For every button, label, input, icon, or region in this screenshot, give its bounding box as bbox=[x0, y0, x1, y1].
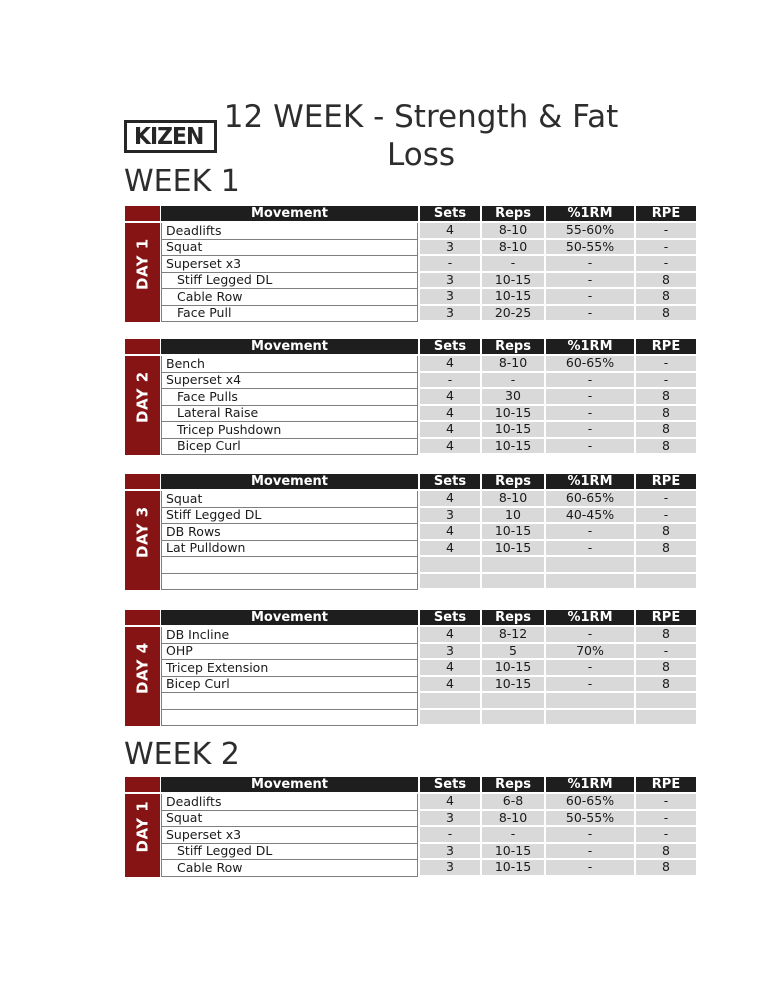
column-header-reps: Reps bbox=[480, 339, 544, 356]
table-row bbox=[161, 693, 697, 710]
sets-cell bbox=[418, 710, 480, 727]
percent-1rm-cell: - bbox=[544, 627, 634, 644]
rpe-cell bbox=[634, 574, 696, 591]
sets-cell: 3 bbox=[418, 273, 480, 290]
table-row bbox=[161, 273, 697, 290]
rpe-cell: 8 bbox=[634, 439, 696, 456]
table-row bbox=[161, 524, 697, 541]
rpe-cell: - bbox=[634, 491, 696, 508]
reps-cell: 10-15 bbox=[480, 439, 544, 456]
day-label: DAY 3 bbox=[133, 506, 152, 558]
reps-cell: 10-15 bbox=[480, 660, 544, 677]
reps-cell: 10-15 bbox=[480, 541, 544, 558]
day-label: DAY 2 bbox=[133, 371, 152, 423]
table-row bbox=[161, 827, 697, 844]
rpe-cell: 8 bbox=[634, 422, 696, 439]
percent-1rm-cell: - bbox=[544, 844, 634, 861]
rpe-cell bbox=[634, 693, 696, 710]
table-rows bbox=[161, 610, 697, 726]
table-row bbox=[161, 574, 697, 591]
table-row bbox=[161, 422, 697, 439]
rpe-cell: 8 bbox=[634, 273, 696, 290]
movement-cell: Stiff Legged DL bbox=[161, 508, 418, 525]
column-header-reps: Reps bbox=[480, 206, 544, 223]
movement-cell: Cable Row bbox=[161, 289, 418, 306]
percent-1rm-cell: - bbox=[544, 422, 634, 439]
rpe-cell: 8 bbox=[634, 289, 696, 306]
movement-cell: Squat bbox=[161, 491, 418, 508]
percent-1rm-cell: - bbox=[544, 306, 634, 323]
rpe-cell: 8 bbox=[634, 677, 696, 694]
sets-cell bbox=[418, 557, 480, 574]
movement-cell: Squat bbox=[161, 811, 418, 828]
column-header-1rm: %1RM bbox=[544, 777, 634, 794]
column-header-sets: Sets bbox=[418, 206, 480, 223]
table-row bbox=[161, 844, 697, 861]
sets-cell: 3 bbox=[418, 844, 480, 861]
reps-cell: 10-15 bbox=[480, 422, 544, 439]
sets-cell: 4 bbox=[418, 677, 480, 694]
percent-1rm-cell: - bbox=[544, 389, 634, 406]
band-divider bbox=[125, 221, 160, 223]
sets-cell: - bbox=[418, 827, 480, 844]
table-row bbox=[161, 356, 697, 373]
table-row bbox=[161, 794, 697, 811]
percent-1rm-cell: - bbox=[544, 677, 634, 694]
movement-cell: Deadlifts bbox=[161, 794, 418, 811]
column-header-reps: Reps bbox=[480, 610, 544, 627]
rpe-cell bbox=[634, 710, 696, 727]
reps-cell: 10-15 bbox=[480, 860, 544, 877]
sets-cell: 3 bbox=[418, 289, 480, 306]
column-header-1rm: %1RM bbox=[544, 474, 634, 491]
percent-1rm-cell: - bbox=[544, 256, 634, 273]
sets-cell: 3 bbox=[418, 644, 480, 661]
sets-cell: 4 bbox=[418, 491, 480, 508]
rpe-cell: - bbox=[634, 644, 696, 661]
rpe-cell: 8 bbox=[634, 844, 696, 861]
movement-cell: Bicep Curl bbox=[161, 439, 418, 456]
reps-cell bbox=[480, 693, 544, 710]
day-band bbox=[125, 610, 160, 726]
day-table bbox=[125, 339, 697, 455]
rpe-cell: 8 bbox=[634, 389, 696, 406]
rpe-cell: 8 bbox=[634, 541, 696, 558]
movement-cell: Stiff Legged DL bbox=[161, 273, 418, 290]
percent-1rm-cell bbox=[544, 710, 634, 727]
percent-1rm-cell: 60-65% bbox=[544, 356, 634, 373]
percent-1rm-cell: - bbox=[544, 541, 634, 558]
rpe-cell: 8 bbox=[634, 860, 696, 877]
movement-cell: Cable Row bbox=[161, 860, 418, 877]
movement-cell: Tricep Pushdown bbox=[161, 422, 418, 439]
reps-cell: 10-15 bbox=[480, 524, 544, 541]
column-header-rpe: RPE bbox=[634, 777, 696, 794]
page-title-line2: Loss bbox=[387, 137, 455, 173]
sets-cell: 3 bbox=[418, 508, 480, 525]
movement-cell: Lateral Raise bbox=[161, 406, 418, 423]
reps-cell: 6-8 bbox=[480, 794, 544, 811]
table-row bbox=[161, 710, 697, 727]
rpe-cell: - bbox=[634, 223, 696, 240]
table-row bbox=[161, 677, 697, 694]
movement-cell: Bench bbox=[161, 356, 418, 373]
movement-cell: Tricep Extension bbox=[161, 660, 418, 677]
sets-cell: 3 bbox=[418, 240, 480, 257]
sets-cell: 4 bbox=[418, 524, 480, 541]
column-header-rpe: RPE bbox=[634, 474, 696, 491]
rpe-cell bbox=[634, 557, 696, 574]
movement-cell: Lat Pulldown bbox=[161, 541, 418, 558]
percent-1rm-cell: - bbox=[544, 827, 634, 844]
movement-cell: Squat bbox=[161, 240, 418, 257]
sets-cell: 4 bbox=[418, 356, 480, 373]
column-header-1rm: %1RM bbox=[544, 206, 634, 223]
table-rows bbox=[161, 777, 697, 877]
movement-cell: Superset x3 bbox=[161, 827, 418, 844]
week-heading: WEEK 2 bbox=[124, 737, 240, 772]
table-row bbox=[161, 860, 697, 877]
reps-cell: - bbox=[480, 256, 544, 273]
table-row bbox=[161, 508, 697, 525]
band-divider bbox=[125, 792, 160, 794]
reps-cell: 30 bbox=[480, 389, 544, 406]
day-table bbox=[125, 777, 697, 877]
table-row bbox=[161, 389, 697, 406]
page-title bbox=[140, 98, 702, 174]
movement-cell: Face Pull bbox=[161, 306, 418, 323]
percent-1rm-cell: 50-55% bbox=[544, 240, 634, 257]
rpe-cell: - bbox=[634, 240, 696, 257]
percent-1rm-cell: - bbox=[544, 524, 634, 541]
band-divider bbox=[125, 625, 160, 627]
table-row bbox=[161, 541, 697, 558]
percent-1rm-cell: 70% bbox=[544, 644, 634, 661]
rpe-cell: 8 bbox=[634, 306, 696, 323]
reps-cell bbox=[480, 574, 544, 591]
reps-cell: 10-15 bbox=[480, 289, 544, 306]
table-rows bbox=[161, 339, 697, 455]
sets-cell: 4 bbox=[418, 627, 480, 644]
rpe-cell: 8 bbox=[634, 406, 696, 423]
column-header-reps: Reps bbox=[480, 777, 544, 794]
day-table bbox=[125, 610, 697, 726]
percent-1rm-cell: 60-65% bbox=[544, 794, 634, 811]
sets-cell: 3 bbox=[418, 811, 480, 828]
percent-1rm-cell: - bbox=[544, 273, 634, 290]
reps-cell: 8-12 bbox=[480, 627, 544, 644]
movement-cell bbox=[161, 574, 418, 591]
sets-cell: 4 bbox=[418, 541, 480, 558]
table-row bbox=[161, 256, 697, 273]
rpe-cell: 8 bbox=[634, 627, 696, 644]
percent-1rm-cell bbox=[544, 557, 634, 574]
table-row bbox=[161, 660, 697, 677]
table-row bbox=[161, 811, 697, 828]
reps-cell bbox=[480, 557, 544, 574]
column-header-movement: Movement bbox=[161, 474, 418, 491]
table-header-row bbox=[161, 474, 697, 491]
sets-cell: 4 bbox=[418, 223, 480, 240]
percent-1rm-cell: - bbox=[544, 289, 634, 306]
column-header-movement: Movement bbox=[161, 610, 418, 627]
sets-cell: 4 bbox=[418, 389, 480, 406]
sets-cell: 3 bbox=[418, 860, 480, 877]
table-header-row bbox=[161, 777, 697, 794]
column-header-sets: Sets bbox=[418, 474, 480, 491]
day-band bbox=[125, 474, 160, 590]
table-rows bbox=[161, 474, 697, 590]
movement-cell bbox=[161, 710, 418, 727]
reps-cell: 5 bbox=[480, 644, 544, 661]
day-band bbox=[125, 777, 160, 877]
reps-cell: 10 bbox=[480, 508, 544, 525]
day-label: DAY 4 bbox=[133, 642, 152, 694]
movement-cell: Bicep Curl bbox=[161, 677, 418, 694]
movement-cell: OHP bbox=[161, 644, 418, 661]
table-row bbox=[161, 491, 697, 508]
movement-cell: Superset x4 bbox=[161, 373, 418, 390]
rpe-cell: - bbox=[634, 356, 696, 373]
table-row bbox=[161, 406, 697, 423]
reps-cell: 10-15 bbox=[480, 273, 544, 290]
reps-cell: 20-25 bbox=[480, 306, 544, 323]
column-header-rpe: RPE bbox=[634, 610, 696, 627]
rpe-cell: - bbox=[634, 508, 696, 525]
reps-cell: 8-10 bbox=[480, 240, 544, 257]
rpe-cell: - bbox=[634, 827, 696, 844]
rpe-cell: - bbox=[634, 373, 696, 390]
movement-cell: Superset x3 bbox=[161, 256, 418, 273]
table-row bbox=[161, 223, 697, 240]
rpe-cell: - bbox=[634, 811, 696, 828]
reps-cell: 10-15 bbox=[480, 406, 544, 423]
reps-cell bbox=[480, 710, 544, 727]
column-header-sets: Sets bbox=[418, 339, 480, 356]
percent-1rm-cell: - bbox=[544, 860, 634, 877]
percent-1rm-cell: 40-45% bbox=[544, 508, 634, 525]
table-header-row bbox=[161, 339, 697, 356]
table-row bbox=[161, 306, 697, 323]
day-label: DAY 1 bbox=[133, 238, 152, 290]
week-heading: WEEK 1 bbox=[124, 164, 240, 199]
column-header-sets: Sets bbox=[418, 777, 480, 794]
percent-1rm-cell: - bbox=[544, 439, 634, 456]
movement-cell: Stiff Legged DL bbox=[161, 844, 418, 861]
table-header-row bbox=[161, 206, 697, 223]
column-header-sets: Sets bbox=[418, 610, 480, 627]
day-table bbox=[125, 474, 697, 590]
movement-cell bbox=[161, 693, 418, 710]
sets-cell: 4 bbox=[418, 439, 480, 456]
rpe-cell: 8 bbox=[634, 524, 696, 541]
sets-cell: 3 bbox=[418, 306, 480, 323]
movement-cell: DB Incline bbox=[161, 627, 418, 644]
reps-cell: 8-10 bbox=[480, 491, 544, 508]
percent-1rm-cell: - bbox=[544, 660, 634, 677]
kizen-logo-text: KIZEN bbox=[134, 123, 204, 150]
day-table bbox=[125, 206, 697, 322]
sets-cell bbox=[418, 574, 480, 591]
movement-cell: Face Pulls bbox=[161, 389, 418, 406]
table-row bbox=[161, 240, 697, 257]
table-row bbox=[161, 289, 697, 306]
page-title-line1: 12 WEEK - Strength & Fat bbox=[223, 99, 619, 135]
percent-1rm-cell bbox=[544, 693, 634, 710]
column-header-rpe: RPE bbox=[634, 339, 696, 356]
column-header-reps: Reps bbox=[480, 474, 544, 491]
column-header-movement: Movement bbox=[161, 206, 418, 223]
band-divider bbox=[125, 489, 160, 491]
table-rows bbox=[161, 206, 697, 322]
day-band bbox=[125, 206, 160, 322]
rpe-cell: 8 bbox=[634, 660, 696, 677]
percent-1rm-cell: - bbox=[544, 373, 634, 390]
column-header-movement: Movement bbox=[161, 339, 418, 356]
reps-cell: - bbox=[480, 373, 544, 390]
table-row bbox=[161, 557, 697, 574]
column-header-1rm: %1RM bbox=[544, 610, 634, 627]
rpe-cell: - bbox=[634, 256, 696, 273]
day-label: DAY 1 bbox=[133, 800, 152, 853]
table-row bbox=[161, 644, 697, 661]
sets-cell: 4 bbox=[418, 406, 480, 423]
percent-1rm-cell: - bbox=[544, 406, 634, 423]
table-header-row bbox=[161, 610, 697, 627]
sets-cell: 4 bbox=[418, 660, 480, 677]
reps-cell: 10-15 bbox=[480, 844, 544, 861]
day-band bbox=[125, 339, 160, 455]
reps-cell: 8-10 bbox=[480, 811, 544, 828]
rpe-cell: - bbox=[634, 794, 696, 811]
percent-1rm-cell: 55-60% bbox=[544, 223, 634, 240]
percent-1rm-cell: 50-55% bbox=[544, 811, 634, 828]
percent-1rm-cell bbox=[544, 574, 634, 591]
sets-cell: 4 bbox=[418, 794, 480, 811]
column-header-rpe: RPE bbox=[634, 206, 696, 223]
sets-cell: - bbox=[418, 256, 480, 273]
reps-cell: 8-10 bbox=[480, 223, 544, 240]
sets-cell: 4 bbox=[418, 422, 480, 439]
reps-cell: 8-10 bbox=[480, 356, 544, 373]
column-header-movement: Movement bbox=[161, 777, 418, 794]
column-header-1rm: %1RM bbox=[544, 339, 634, 356]
sets-cell: - bbox=[418, 373, 480, 390]
reps-cell: - bbox=[480, 827, 544, 844]
movement-cell bbox=[161, 557, 418, 574]
band-divider bbox=[125, 354, 160, 356]
table-row bbox=[161, 373, 697, 390]
movement-cell: DB Rows bbox=[161, 524, 418, 541]
table-row bbox=[161, 627, 697, 644]
movement-cell: Deadlifts bbox=[161, 223, 418, 240]
table-row bbox=[161, 439, 697, 456]
reps-cell: 10-15 bbox=[480, 677, 544, 694]
percent-1rm-cell: 60-65% bbox=[544, 491, 634, 508]
sets-cell bbox=[418, 693, 480, 710]
